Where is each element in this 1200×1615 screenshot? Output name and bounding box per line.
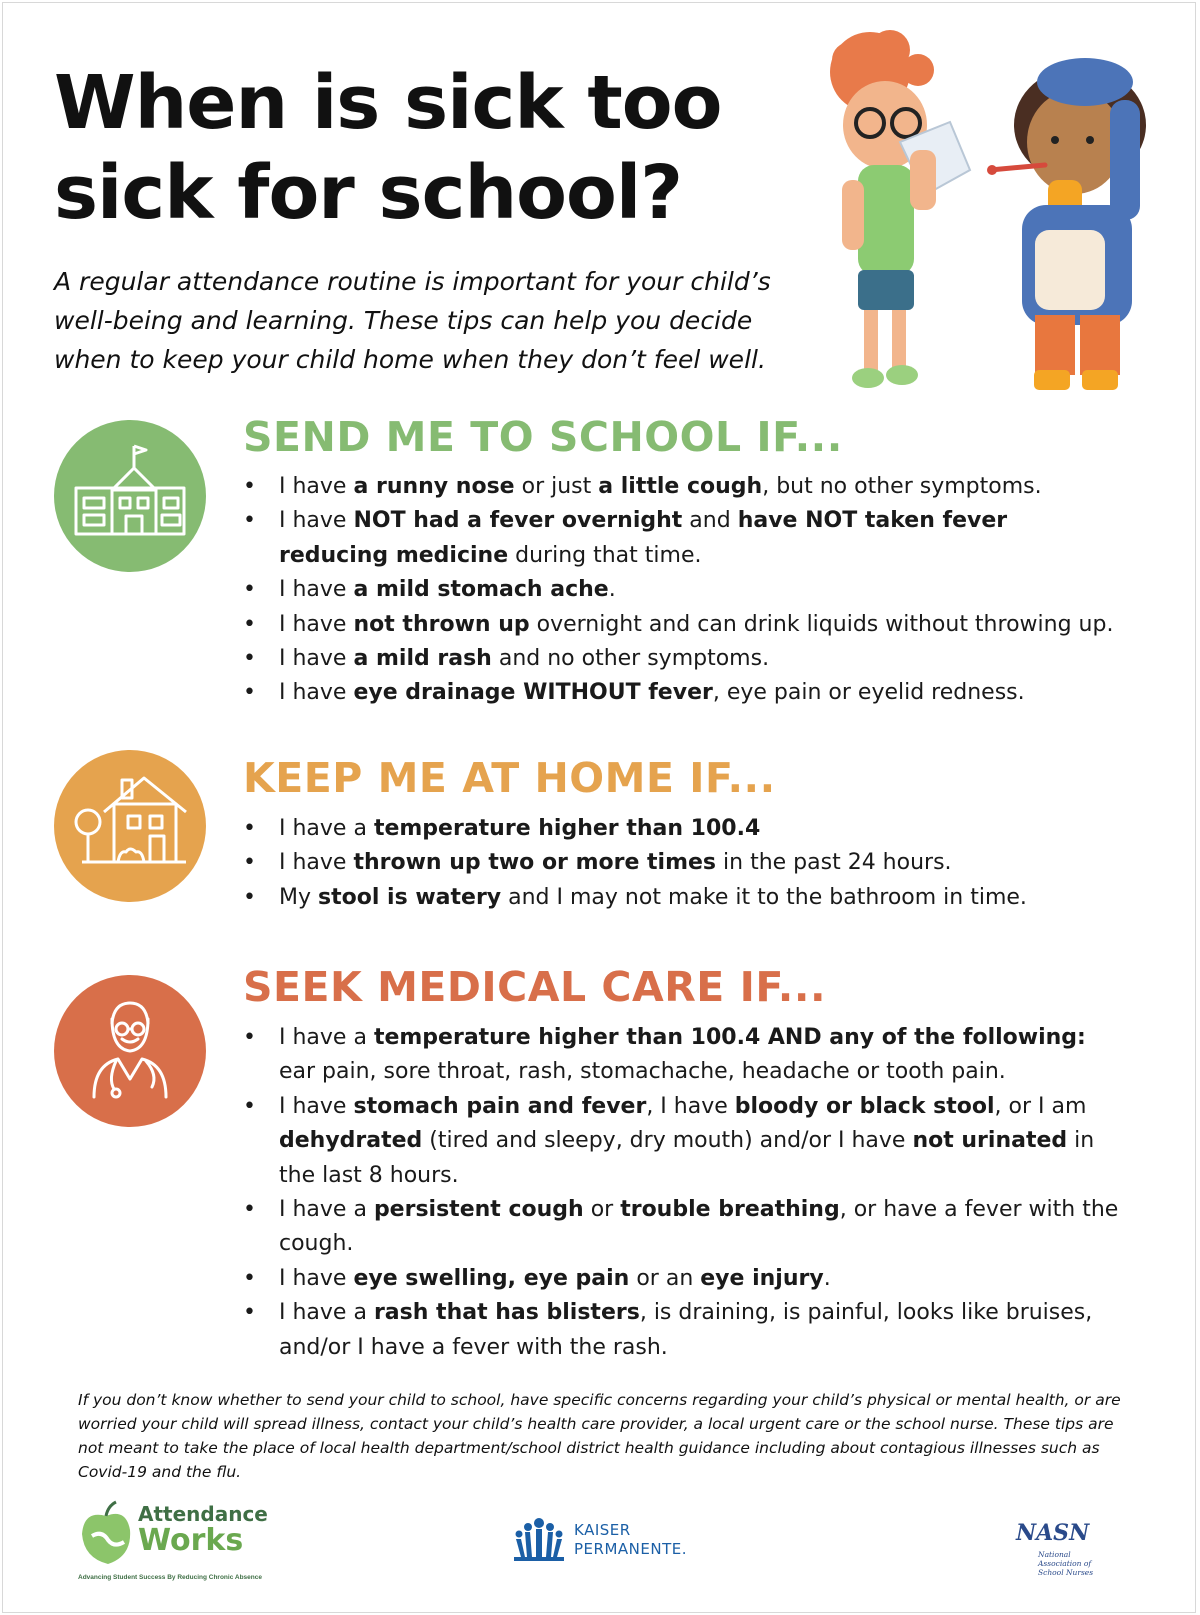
bullet-text: I have a bbox=[279, 1300, 374, 1326]
keep-at-home-heading: KEEP ME AT HOME IF... bbox=[243, 754, 776, 802]
bullet-item bbox=[243, 608, 1123, 642]
bullet-text: or bbox=[583, 1197, 621, 1223]
bullet-text: , or I am bbox=[994, 1093, 1087, 1119]
doctor-icon bbox=[54, 975, 206, 1127]
seek-medical-care-list bbox=[243, 1021, 1123, 1365]
bullet-item bbox=[243, 470, 1123, 504]
bullet-text: My bbox=[279, 884, 318, 910]
bullet-text: and bbox=[682, 508, 738, 534]
bullet-text: and no other symptoms. bbox=[491, 646, 770, 672]
bullet-emphasis: a runny nose bbox=[353, 474, 515, 499]
bullet-text: I have bbox=[279, 611, 354, 637]
bullet-emphasis: thrown up two or more times bbox=[353, 850, 717, 876]
sneezing-boy-figure bbox=[830, 30, 970, 388]
bullet-emphasis: NOT had a fever overnight bbox=[353, 508, 683, 534]
send-to-school-list bbox=[243, 470, 1123, 711]
intro-text: A regular attendance routine is important for your child’s well-being and learning. These tips can help you decide when to keep your child home when they don’t feel well. bbox=[54, 267, 771, 374]
bullet-text: in the last 8 hours. bbox=[279, 1128, 1095, 1188]
bullet-emphasis: not thrown up bbox=[353, 611, 530, 637]
bullet-item bbox=[243, 812, 1123, 846]
bullet-text: . bbox=[823, 1265, 831, 1291]
nasn-line2: Association of bbox=[1038, 1559, 1092, 1568]
bullet-emphasis: eye drainage WITHOUT fever bbox=[353, 680, 713, 706]
bullet-emphasis: dehydrated bbox=[279, 1128, 423, 1154]
bullet-emphasis: eye swelling, eye pain bbox=[353, 1265, 630, 1291]
bullet-text: or just bbox=[514, 474, 599, 499]
bullet-item bbox=[243, 1090, 1123, 1193]
bullet-text: , I have bbox=[646, 1093, 735, 1119]
title-line-1: When is sick too bbox=[54, 60, 722, 146]
nasn-full-name bbox=[1038, 1550, 1108, 1577]
keep-at-home-list bbox=[243, 812, 1123, 915]
kaiser-people-icon bbox=[512, 1515, 566, 1565]
attendance-works-line2: Works bbox=[138, 1523, 244, 1558]
page-title bbox=[54, 58, 814, 238]
kaiser-line2: PERMANENTE. bbox=[574, 1540, 687, 1558]
nasn-mark: NASN bbox=[1016, 1520, 1090, 1546]
bullet-text: I have a bbox=[279, 1197, 374, 1223]
bullet-item bbox=[243, 642, 1123, 676]
bullet-text: I have bbox=[279, 680, 354, 706]
seek-medical-care-heading: SEEK MEDICAL CARE IF... bbox=[243, 963, 827, 1011]
bullet-emphasis: stool is watery bbox=[318, 884, 502, 910]
bullet-text: ear pain, sore throat, rash, stomachache, headache or tooth pain. bbox=[279, 1059, 1006, 1085]
bullet-item bbox=[243, 881, 1123, 915]
bullet-text: I have bbox=[279, 1093, 354, 1119]
bullet-text: and I may not make it to the bathroom in time. bbox=[501, 884, 1027, 910]
bullet-emphasis: a mild rash bbox=[353, 646, 492, 672]
bullet-emphasis: have NOT taken fever reducing medicine bbox=[279, 508, 1008, 568]
bullet-text: (tired and sleepy, dry mouth) and/or I have bbox=[422, 1128, 913, 1154]
bullet-text: , or have a fever with the cough. bbox=[279, 1197, 1119, 1257]
bullet-emphasis: bloody or black stool bbox=[734, 1093, 995, 1119]
bullet-item bbox=[243, 573, 1123, 607]
bullet-text: I have a bbox=[279, 816, 374, 841]
bullet-item bbox=[243, 1262, 1123, 1296]
send-to-school-heading: SEND ME TO SCHOOL IF... bbox=[243, 413, 843, 461]
bullet-emphasis: stomach pain and fever bbox=[353, 1093, 647, 1119]
bullet-text: I have bbox=[279, 508, 354, 534]
bullet-emphasis: trouble breathing bbox=[620, 1197, 840, 1223]
bullet-text: or an bbox=[629, 1265, 701, 1291]
bullet-text: , eye pain or eyelid redness. bbox=[712, 680, 1025, 706]
bullet-text: , but no other symptoms. bbox=[762, 474, 1042, 499]
bullet-emphasis: persistent cough bbox=[373, 1197, 584, 1223]
bullet-emphasis: a little cough bbox=[598, 474, 763, 499]
bullet-emphasis: temperature higher than 100.4 bbox=[373, 816, 761, 841]
bullet-item bbox=[243, 1193, 1123, 1262]
attendance-works-tagline: Advancing Student Success By Reducing Chronic Absence bbox=[78, 1574, 262, 1581]
bullet-text: in the past 24 hours. bbox=[716, 850, 952, 876]
bullet-text: . bbox=[608, 577, 616, 603]
nasn-line3: School Nurses bbox=[1038, 1568, 1094, 1577]
bullet-text: I have bbox=[279, 850, 354, 876]
bullet-emphasis: eye injury bbox=[700, 1265, 824, 1291]
sick-kids-illustration bbox=[830, 30, 1180, 410]
nasn-line1: National bbox=[1038, 1550, 1071, 1559]
bullet-item bbox=[243, 846, 1123, 880]
kaiser-permanente-logo bbox=[512, 1515, 712, 1565]
kaiser-line1: KAISER bbox=[574, 1521, 631, 1539]
bullet-text: , is draining, is painful, looks like bruises, and/or I have a fever with the rash. bbox=[279, 1300, 1093, 1360]
house-icon bbox=[54, 750, 206, 902]
bullet-emphasis: rash that has blisters bbox=[373, 1300, 640, 1326]
bullet-text: I have bbox=[279, 577, 354, 603]
bullet-text: I have a bbox=[279, 1025, 374, 1050]
attendance-works-line1: Attendance bbox=[138, 1502, 268, 1526]
bullet-item bbox=[243, 1021, 1123, 1090]
bullet-item bbox=[243, 1296, 1123, 1365]
bullet-text: I have bbox=[279, 474, 354, 499]
bullet-emphasis: a mild stomach ache bbox=[353, 577, 609, 603]
footnote-text: If you don’t know whether to send your child to school, have specific concerns regarding your child’s physical or mental health, or are worried your child will spread illness, contact your child’s health care provider, a local urgent care or the school nurse. These tips are not meant to take the place of local health department/school district health guidance including about contagious illnesses such as Covid-19 and the flu. bbox=[78, 1391, 1121, 1481]
bullet-text: I have bbox=[279, 1265, 354, 1291]
attendance-works-logo bbox=[78, 1500, 308, 1590]
bullet-item bbox=[243, 676, 1123, 710]
bullet-emphasis: temperature higher than 100.4 AND any of the following: bbox=[373, 1025, 1086, 1050]
nasn-logo bbox=[1016, 1520, 1126, 1580]
bullet-text: I have bbox=[279, 646, 354, 672]
title-line-2: sick for school? bbox=[54, 150, 683, 236]
bullet-text: during that time. bbox=[508, 542, 702, 568]
feverish-child-figure bbox=[987, 58, 1146, 390]
bullet-text: overnight and can drink liquids without throwing up. bbox=[529, 611, 1114, 637]
bullet-emphasis: not urinated bbox=[912, 1128, 1068, 1154]
bullet-item bbox=[243, 504, 1123, 573]
apple-icon bbox=[78, 1500, 134, 1570]
school-building-icon bbox=[54, 420, 206, 572]
